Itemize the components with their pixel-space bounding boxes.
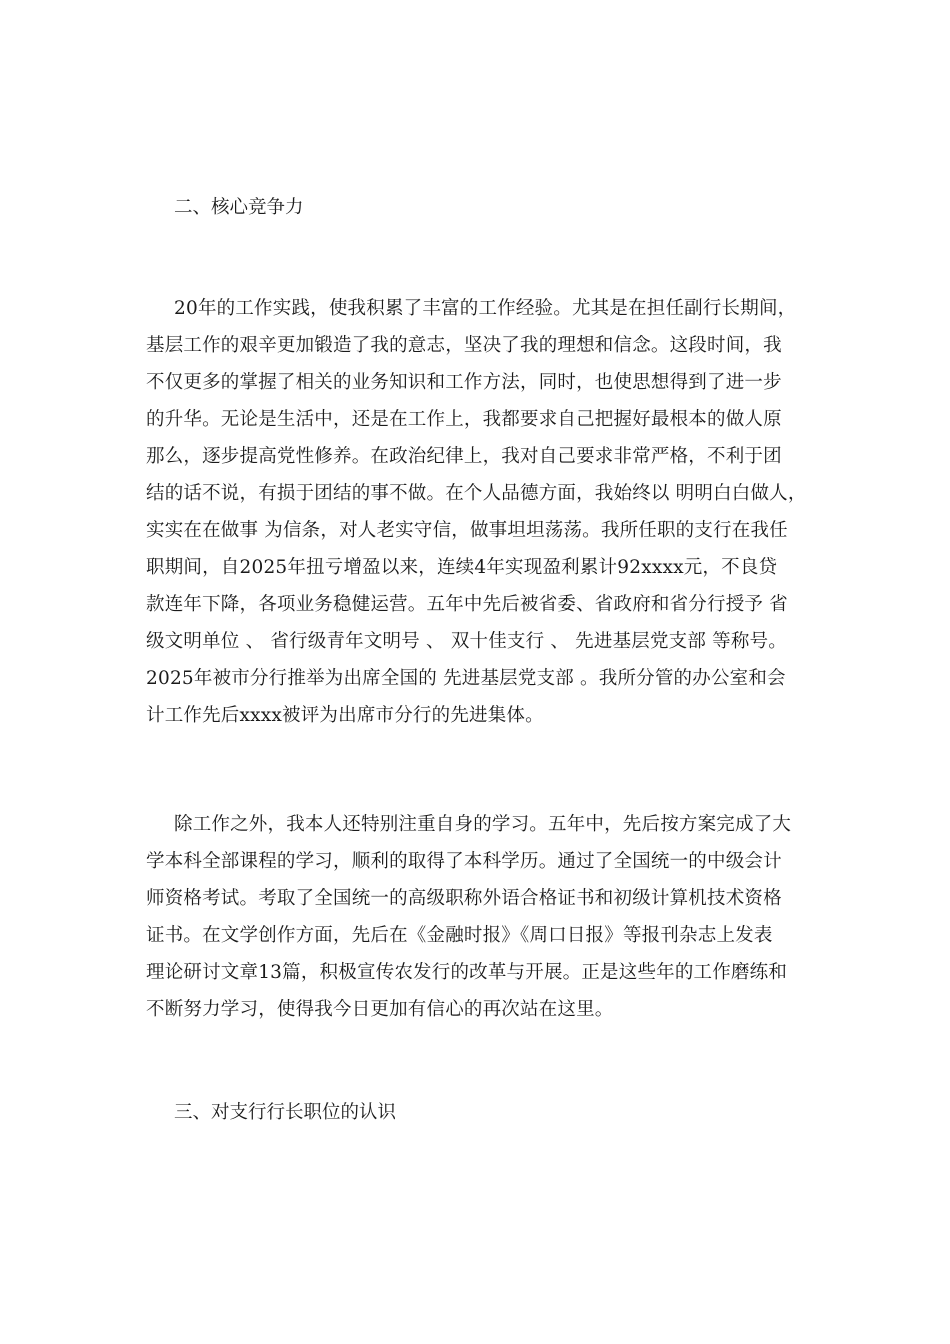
text-line: 职期间，自2025年扭亏增盈以来，连续4年实现盈利累计92xxxx元，不良贷 (146, 557, 778, 578)
text-line: 不断努力学习，使得我今日更加有信心的再次站在这里。 (146, 999, 614, 1020)
text-line: 级文明单位 、 省行级青年文明号 、 双十佳支行 、 先进基层党支部 等称号。 (146, 631, 787, 652)
text-line: 不仅更多的掌握了相关的业务知识和工作方法，同时，也使思想得到了进一步 (146, 372, 782, 393)
section-heading-core-competence: 二、核心竞争力 (174, 197, 304, 218)
text-line: 实实在在做事 为信条，对人老实守信，做事坦坦荡荡。我所任职的支行在我任 (146, 520, 788, 541)
text-line: 结的话不说，有损于团结的事不做。在个人品德方面，我始终以 明明白白做人， (146, 483, 807, 504)
text-line: 的升华。无论是生活中，还是在工作上，我都要求自己把握好最根本的做人原 (146, 409, 782, 430)
text-line: 那么，逐步提高党性修养。在政治纪律上，我对自己要求非常严格，不利于团 (146, 446, 782, 467)
text-line: 除工作之外，我本人还特别注重自身的学习。五年中，先后按方案完成了大 (174, 814, 792, 835)
text-line: 款连年下降，各项业务稳健运营。五年中先后被省委、省政府和省分行授予 省 (146, 594, 788, 615)
text-line: 理论研讨文章13篇，积极宣传农发行的改革与开展。正是这些年的工作磨练和 (146, 962, 788, 983)
section-heading-position-understanding: 三、对支行行长职位的认识 (174, 1102, 397, 1123)
text-line: 2025年被市分行推举为出席全国的 先进基层党支部 。我所分管的办公室和会 (146, 668, 786, 689)
text-line: 师资格考试。考取了全国统一的高级职称外语合格证书和初级计算机技术资格 (146, 888, 782, 909)
text-line: 学本科全部课程的学习，顺利的取得了本科学历。通过了全国统一的中级会计 (146, 851, 782, 872)
text-line: 20年的工作实践，使我积累了丰富的工作经验。尤其是在担任副行长期间， (174, 298, 797, 319)
text-line: 基层工作的艰辛更加锻造了我的意志，坚决了我的理想和信念。这段时间，我 (146, 335, 782, 356)
text-line: 证书。在文学创作方面，先后在《金融时报》《周口日报》等报刊杂志上发表 (146, 925, 773, 946)
text-line: 计工作先后xxxx被评为出席市分行的先进集体。 (146, 705, 544, 726)
